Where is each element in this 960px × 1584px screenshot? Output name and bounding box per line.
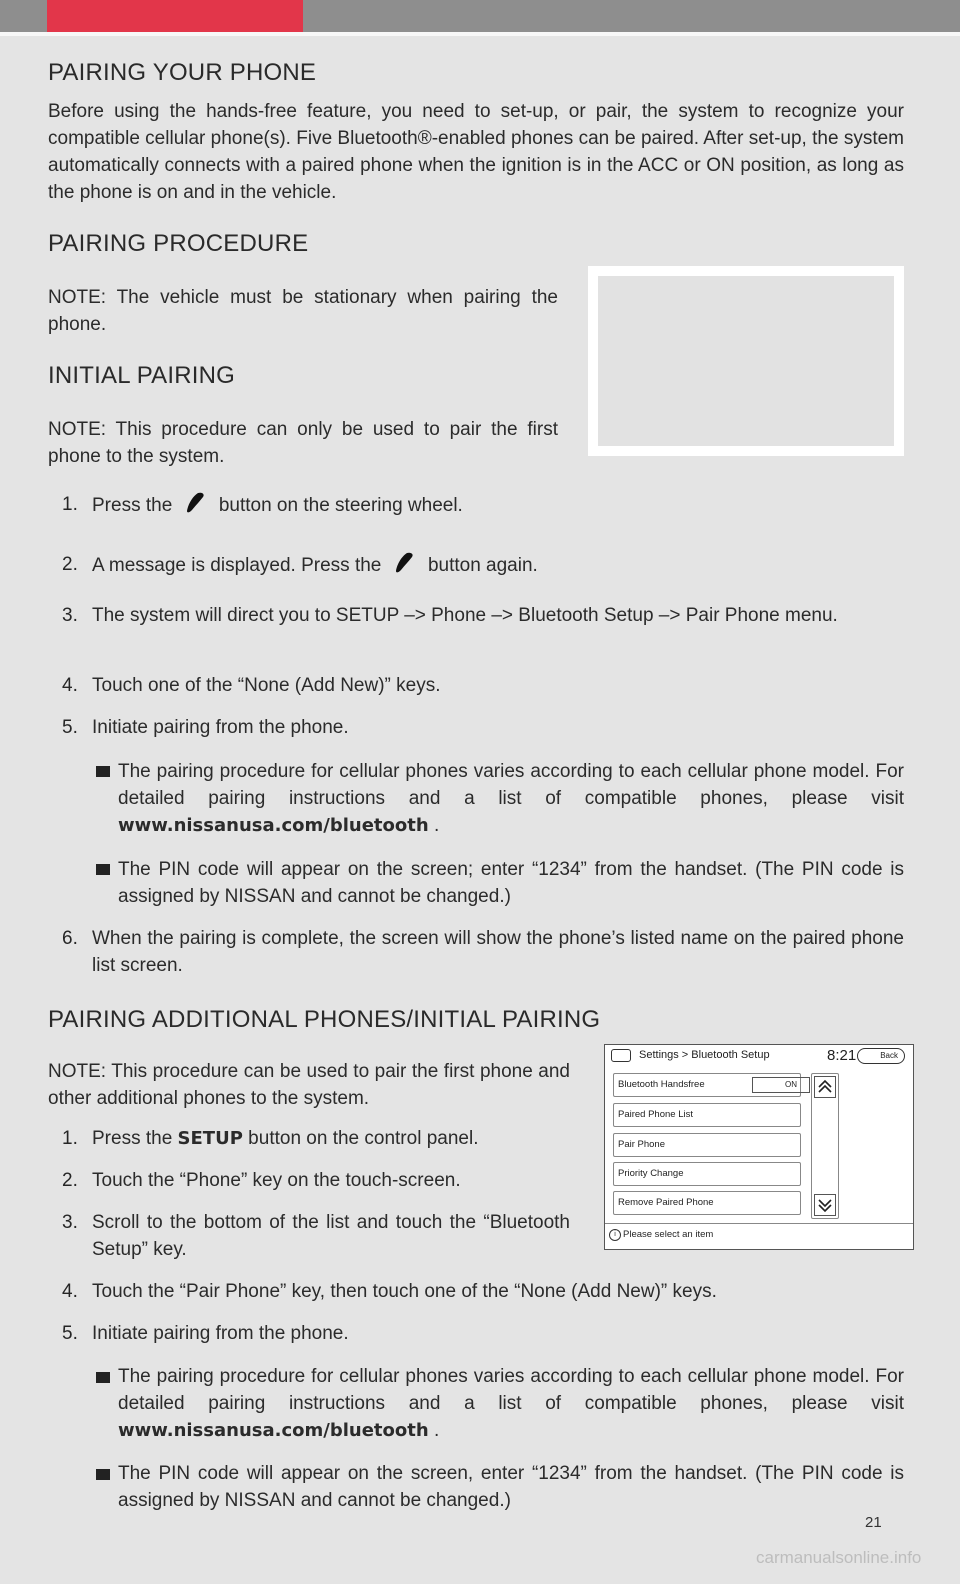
step-number: 2. xyxy=(62,554,78,575)
bullet-square-icon xyxy=(96,864,110,875)
menu-item-priority-change[interactable]: Priority Change xyxy=(613,1162,801,1186)
scroll-up-icon[interactable] xyxy=(814,1076,836,1098)
clock: 8:21 xyxy=(827,1047,857,1064)
note-first-phone: NOTE: This procedure can only be used to pair the first phone to the system. xyxy=(48,419,558,467)
page-top-bar xyxy=(0,0,960,32)
image-placeholder xyxy=(588,266,904,456)
scrollbar[interactable] xyxy=(811,1073,839,1219)
screen-footer xyxy=(605,1223,913,1249)
initial-step-5: Initiate pairing from the phone. xyxy=(92,717,349,738)
section-tab xyxy=(47,0,303,32)
additional-step-4: Touch the “Pair Phone” key, then touch one of the “None (Add New)” keys. xyxy=(92,1281,717,1302)
bluetooth-url-link[interactable]: www.nissanusa.com/bluetooth xyxy=(118,1420,429,1441)
initial-step-3: The system will direct you to SETUP –> Phone –> Bluetooth Setup –> Pair Phone menu. xyxy=(92,605,838,626)
step-number: 6. xyxy=(62,928,78,949)
toggle-on[interactable]: ON xyxy=(752,1077,810,1093)
additional-bullet-1: The pairing procedure for cellular phones varies according to each cellular phone model. For detailed pairing instructions and a list of compatible phones, please visit www.nissanusa.com/bluetooth . xyxy=(118,1366,904,1441)
step-number: 3. xyxy=(62,605,78,626)
initial-step-2: A message is displayed. Press the button again. xyxy=(92,551,904,579)
step-number: 4. xyxy=(62,1281,78,1302)
screen-header xyxy=(605,1045,913,1067)
additional-step-1: Press the SETUP button on the control panel. xyxy=(92,1128,479,1149)
bullet-square-icon xyxy=(96,1372,110,1383)
heading-initial-pairing: INITIAL PAIRING xyxy=(48,362,236,389)
step-number: 3. xyxy=(62,1212,78,1233)
menu-item-paired-phone-list[interactable]: Paired Phone List xyxy=(613,1103,801,1127)
footer-message: Please select an item xyxy=(623,1229,714,1240)
step-number: 5. xyxy=(62,1323,78,1344)
screen-title: Settings > Bluetooth Setup xyxy=(639,1049,770,1061)
menu-item-remove-paired-phone[interactable]: Remove Paired Phone xyxy=(613,1191,801,1215)
intro-paragraph: Before using the hands-free feature, you need to set-up, or pair, the system to recognize your compatible cellular phone(s). Five Bluetooth®-enabled phones can be paired. After set-up, the system automatically connects with a paired phone when the ignition is in the ACC or ON position, as long as the phone is on and in the vehicle. xyxy=(48,101,904,203)
step-number: 1. xyxy=(62,494,78,515)
watermark: carmanualsonline.info xyxy=(756,1548,922,1567)
scroll-down-icon[interactable] xyxy=(814,1194,836,1216)
heading-pairing-procedure: PAIRING PROCEDURE xyxy=(48,230,309,257)
initial-step-4: Touch one of the “None (Add New)” keys. xyxy=(92,675,441,696)
page-number: 21 xyxy=(865,1514,882,1531)
initial-step-1: Press the button on the steering wheel. xyxy=(92,491,904,519)
keyboard-icon xyxy=(611,1049,631,1062)
back-button[interactable]: Back xyxy=(857,1048,905,1064)
menu-item-bluetooth-handsfree[interactable]: Bluetooth Handsfree ON xyxy=(613,1073,801,1097)
step-number: 1. xyxy=(62,1128,78,1149)
additional-step-5: Initiate pairing from the phone. xyxy=(92,1323,349,1344)
step-number: 4. xyxy=(62,675,78,696)
initial-bullet-1: The pairing procedure for cellular phones varies according to each cellular phone model. For detailed pairing instructions and a list of compatible phones, please visit www.nissanusa.com/bluetooth . xyxy=(118,761,904,836)
step-number: 5. xyxy=(62,717,78,738)
additional-step-3: Scroll to the bottom of the list and touch the “Bluetooth Setup” key. xyxy=(92,1212,570,1260)
bullet-square-icon xyxy=(96,766,110,777)
bluetooth-setup-screen xyxy=(604,1044,914,1250)
phone-handset-icon xyxy=(178,491,214,515)
heading-pairing-your-phone: PAIRING YOUR PHONE xyxy=(48,59,317,86)
step-number: 2. xyxy=(62,1170,78,1191)
note-additional: NOTE: This procedure can be used to pair the first phone and other additional phones to the system. xyxy=(48,1061,570,1109)
note-stationary: NOTE: The vehicle must be stationary when pairing the phone. xyxy=(48,287,558,335)
additional-bullet-2: The PIN code will appear on the screen, enter “1234” from the handset. (The PIN code is assigned by NISSAN and cannot be changed.) xyxy=(118,1463,904,1511)
heading-additional-phones: PAIRING ADDITIONAL PHONES/INITIAL PAIRING xyxy=(48,1006,601,1033)
menu-item-pair-phone[interactable]: Pair Phone xyxy=(613,1133,801,1157)
initial-bullet-2: The PIN code will appear on the screen; enter “1234” from the handset. (The PIN code is assigned by NISSAN and cannot be changed.) xyxy=(118,859,904,907)
info-icon: i xyxy=(609,1229,621,1241)
bullet-square-icon xyxy=(96,1469,110,1480)
bluetooth-url-link[interactable]: www.nissanusa.com/bluetooth xyxy=(118,815,429,836)
initial-step-6: When the pairing is complete, the screen will show the phone’s listed name on the paired phone list screen. xyxy=(92,928,904,976)
additional-step-2: Touch the “Phone” key on the touch-screen. xyxy=(92,1170,461,1191)
phone-handset-icon xyxy=(387,551,423,575)
